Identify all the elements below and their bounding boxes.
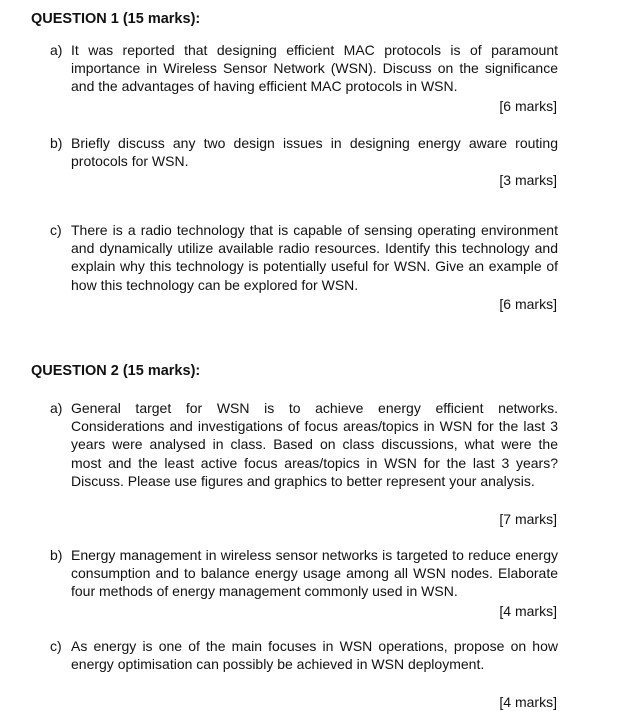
question-2c-text: As energy is one of the main focuses in WSN operations, propose on how energy optimisation can possibly be achieved in WSN deployment. xyxy=(71,638,558,673)
question-2c-marks: [4 marks] xyxy=(499,694,557,710)
question-2a xyxy=(50,399,558,490)
question-1b-text: Briefly discuss any two design issues in designing energy aware routing protocols for WSN. xyxy=(71,135,558,170)
item-letter: b) xyxy=(50,135,63,151)
question-1c xyxy=(50,221,558,294)
item-letter: b) xyxy=(50,547,63,563)
question-1-heading: QUESTION 1 (15 marks): xyxy=(31,11,201,27)
question-2c xyxy=(50,637,558,673)
item-letter: c) xyxy=(50,638,62,654)
question-2-heading: QUESTION 2 (15 marks): xyxy=(31,363,201,379)
question-1b-marks: [3 marks] xyxy=(499,172,557,188)
question-1a-marks: [6 marks] xyxy=(499,98,557,114)
question-1a xyxy=(50,41,558,96)
question-2a-marks: [7 marks] xyxy=(499,511,557,527)
question-2a-text: General target for WSN is to achieve energy efficient networks. Considerations and investigations of focus areas/topics in WSN for the last 3 years were analysed in class. Based on class discussions, what were the most and the least active focus areas/topics in WSN for the last 3 years? Discuss. Please use figures and graphics to better represent your analysis. xyxy=(71,400,558,489)
question-2b-text: Energy management in wireless sensor networks is targeted to reduce energy consumption and to balance energy usage among all WSN nodes. Elaborate four methods of energy management commonly used in WSN. xyxy=(71,547,558,600)
question-2b-marks: [4 marks] xyxy=(499,603,557,619)
item-letter: a) xyxy=(50,42,63,58)
item-letter: a) xyxy=(50,400,63,416)
item-letter: c) xyxy=(50,222,62,238)
question-1a-text: It was reported that designing efficient MAC protocols is of paramount importance in Wireless Sensor Network (WSN). Discuss on the significance and the advantages of having efficient MAC protocols in WSN. xyxy=(71,42,558,95)
question-2b xyxy=(50,546,558,601)
question-1c-text: There is a radio technology that is capable of sensing operating environment and dynamically utilize available radio resources. Identify this technology and explain why this technology is potentially useful for WSN. Give an example of how this technology can be explored for WSN. xyxy=(71,222,558,293)
question-1b xyxy=(50,134,558,170)
question-1c-marks: [6 marks] xyxy=(499,296,557,312)
